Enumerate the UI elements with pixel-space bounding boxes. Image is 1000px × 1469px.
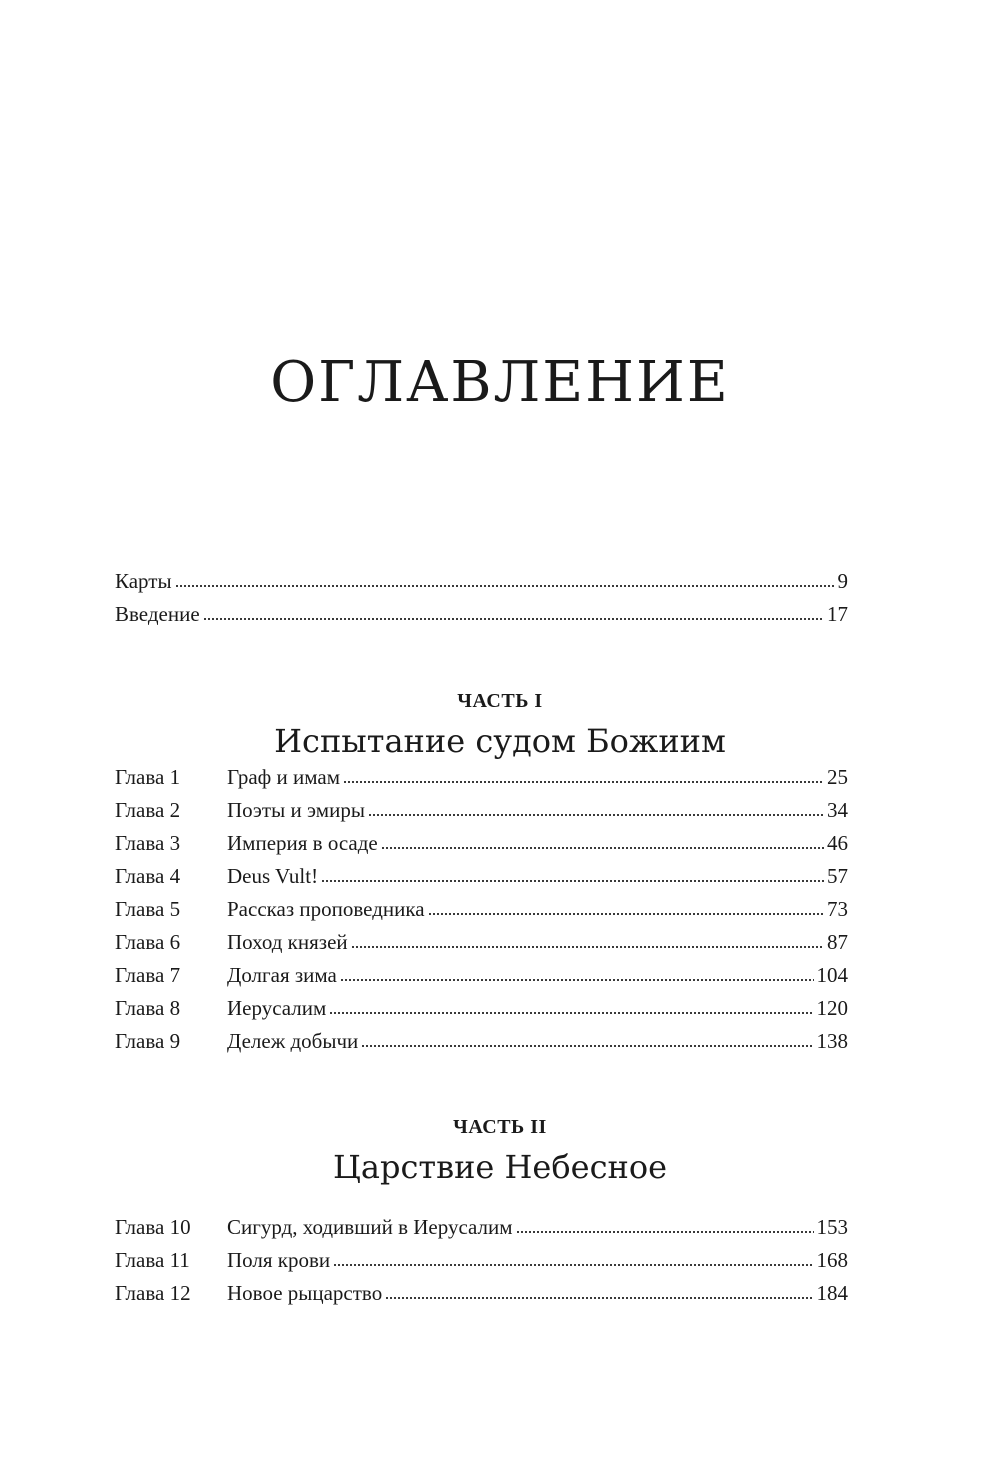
chapter-title: Поэты и эмиры <box>227 798 365 822</box>
chapter-label: Глава 4 <box>115 864 181 888</box>
dot-leader <box>385 1294 813 1300</box>
toc-page-number: 73 <box>827 897 848 921</box>
toc-page-number: 57 <box>827 864 848 888</box>
toc-chapter-12[interactable] <box>115 1280 848 1306</box>
chapter-title: Иерусалим <box>227 996 327 1020</box>
toc-entry-title: Карты <box>115 569 172 593</box>
chapter-label: Глава 12 <box>115 1281 191 1305</box>
chapter-label: Глава 8 <box>115 996 181 1020</box>
chapter-title: Империя в осаде <box>227 831 378 855</box>
chapter-label: Глава 11 <box>115 1248 190 1272</box>
dot-leader <box>428 910 824 916</box>
chapter-label: Глава 2 <box>115 798 181 822</box>
toc-page-number: 168 <box>816 1248 848 1272</box>
chapter-label: Глава 1 <box>115 765 181 789</box>
toc-chapter-6[interactable] <box>115 929 848 955</box>
dot-leader <box>321 877 824 883</box>
dot-leader <box>351 943 824 949</box>
dot-leader <box>340 976 814 982</box>
toc-chapter-1[interactable] <box>115 764 848 790</box>
toc-page-number: 87 <box>827 930 848 954</box>
chapter-label: Глава 3 <box>115 831 181 855</box>
chapter-title: Дележ добычи <box>227 1029 359 1053</box>
toc-chapter-10[interactable] <box>115 1214 848 1240</box>
part-2-title: Царствие Небесное <box>332 1148 668 1186</box>
dot-leader <box>203 615 824 621</box>
toc-chapter-3[interactable] <box>115 830 848 856</box>
dot-leader <box>175 582 835 588</box>
dot-leader <box>343 778 824 784</box>
part-2-label: ЧАСТЬ II <box>453 1116 547 1138</box>
chapter-title: Поля крови <box>227 1248 331 1272</box>
toc-chapter-2[interactable] <box>115 797 848 823</box>
chapter-label: Глава 9 <box>115 1029 181 1053</box>
toc-page-number: 120 <box>816 996 848 1020</box>
toc-entry-maps[interactable] <box>115 568 848 594</box>
chapter-title: Граф и имам <box>227 765 340 789</box>
toc-chapter-5[interactable] <box>115 896 848 922</box>
toc-chapter-11[interactable] <box>115 1247 848 1273</box>
chapter-title: Поход князей <box>227 930 348 954</box>
toc-page-number: 9 <box>837 569 848 593</box>
toc-page-number: 153 <box>816 1215 848 1239</box>
chapter-title: Новое рыцарство <box>227 1281 383 1305</box>
dot-leader <box>333 1261 813 1267</box>
chapter-title: Долгая зима <box>227 963 337 987</box>
toc-chapter-9[interactable] <box>115 1028 848 1054</box>
part-1-label: ЧАСТЬ I <box>457 690 543 712</box>
chapter-title: Deus Vult! <box>227 864 319 888</box>
chapter-label: Глава 6 <box>115 930 181 954</box>
dot-leader <box>516 1228 814 1234</box>
toc-chapter-4[interactable] <box>115 863 848 889</box>
page-title: ОГЛАВЛЕНИЕ <box>270 350 730 415</box>
chapter-title: Сигурд, ходивший в Иерусалим <box>227 1215 513 1239</box>
toc-page-number: 184 <box>816 1281 848 1305</box>
toc-page-number: 34 <box>827 798 848 822</box>
toc-page-number: 25 <box>827 765 848 789</box>
dot-leader <box>368 811 824 817</box>
chapter-label: Глава 5 <box>115 897 181 921</box>
toc-chapter-7[interactable] <box>115 962 848 988</box>
toc-page-number: 138 <box>816 1029 848 1053</box>
dot-leader <box>381 844 824 850</box>
part-1-title: Испытание судом Божиим <box>274 722 726 760</box>
chapter-label: Глава 7 <box>115 963 181 987</box>
toc-page-number: 104 <box>816 963 848 987</box>
toc-entry-introduction[interactable] <box>115 601 848 627</box>
toc-entry-title: Введение <box>115 602 200 626</box>
chapter-label: Глава 10 <box>115 1215 191 1239</box>
dot-leader <box>329 1009 813 1015</box>
toc-page-number: 17 <box>827 602 848 626</box>
toc-chapter-8[interactable] <box>115 995 848 1021</box>
dot-leader <box>361 1042 813 1048</box>
toc-page-number: 46 <box>827 831 848 855</box>
chapter-title: Рассказ проповедника <box>227 897 425 921</box>
